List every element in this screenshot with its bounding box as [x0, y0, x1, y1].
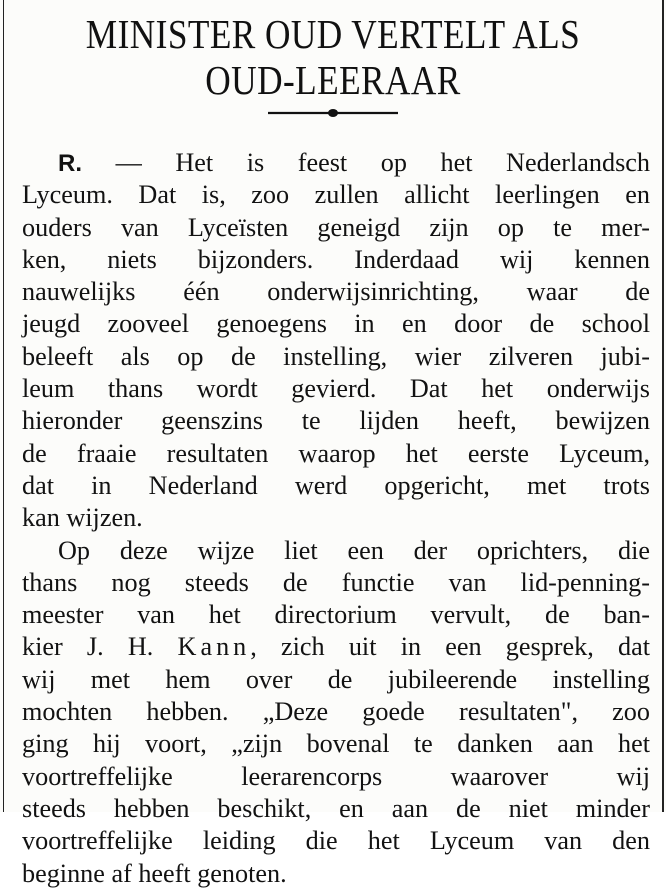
paragraph-1-line-2: Lyceum. Dat is, zoo zullen allicht leerlingen en — [22, 180, 650, 210]
paragraph-1-line-8: leum thans wordt gevierd. Dat het onderwijs — [22, 374, 650, 404]
paragraph-2-line-8: voortreffelijke leerarencorps waarover wij — [22, 761, 650, 791]
headline-line-2: OUD-LEERAAR — [205, 57, 461, 103]
ornamental-divider — [0, 106, 666, 124]
paragraph-1-line-6: jeugd zooveel genoegens in en door de school — [22, 309, 650, 339]
paragraph-1-line-11: dat in Nederland werd opgericht, met trots — [22, 470, 650, 500]
name-kann: Kann — [177, 632, 251, 662]
paragraph-2-line-6: mochten hebben. „Deze goede resultaten", zoo — [22, 697, 650, 727]
paragraph-2-line-4: kier J. H. Kann, zich uit in een gesprek, dat — [22, 632, 650, 662]
paragraph-1-line-10: de fraaie resultaten waarop het eerste Lyceum, — [22, 438, 650, 468]
paragraph-2-line-2: thans nog steeds de functie van lid-penning- — [22, 567, 650, 597]
paragraph-1-line-3: ouders van Lyceïsten geneigd zijn op te mer- — [22, 212, 650, 242]
paragraph-2 — [22, 535, 650, 890]
paragraph-1-line-4: ken, niets bijzonders. Inderdaad wij kennen — [22, 244, 650, 274]
paragraph-2-line-9: steeds hebben beschikt, en aan de niet minder — [22, 793, 650, 823]
paragraph-2-line-3: meester van het directorium vervult, de ban- — [22, 600, 650, 630]
paragraph-2-line-1: Op deze wijze liet een der oprichters, die — [58, 535, 650, 565]
paragraph-1-line-7: beleeft als op de instelling, wier zilveren jubi- — [22, 341, 650, 371]
paragraph-1-line-5: nauwelijks één onderwijsinrichting, waar de — [22, 277, 650, 307]
paragraph-2-line-10: voortreffelijke leiding die het Lyceum van den — [22, 826, 650, 856]
paragraph-2-line-7: ging hij voort, „zijn bovenal te danken aan het — [22, 729, 650, 759]
divider-dot-icon — [268, 107, 398, 119]
paragraph-2-line-5: wij met hem over de jubileerende instelling — [22, 664, 650, 694]
paragraph-1-line-12: kan wijzen. — [22, 503, 143, 533]
paragraph-1-line-9: hieronder geenszins te lijden heeft, bewijzen — [22, 406, 650, 436]
paragraph-1-line-1: R. — Het is feest op het Nederlandsch — [58, 148, 650, 177]
headline-line-1: MINISTER OUD VERTELT ALS — [85, 11, 581, 57]
article-body — [22, 147, 650, 890]
lead-initial: R. — [58, 150, 82, 177]
paragraph-2-line-11: beginne af heeft genoten. — [22, 858, 287, 888]
paragraph-1 — [22, 147, 650, 535]
